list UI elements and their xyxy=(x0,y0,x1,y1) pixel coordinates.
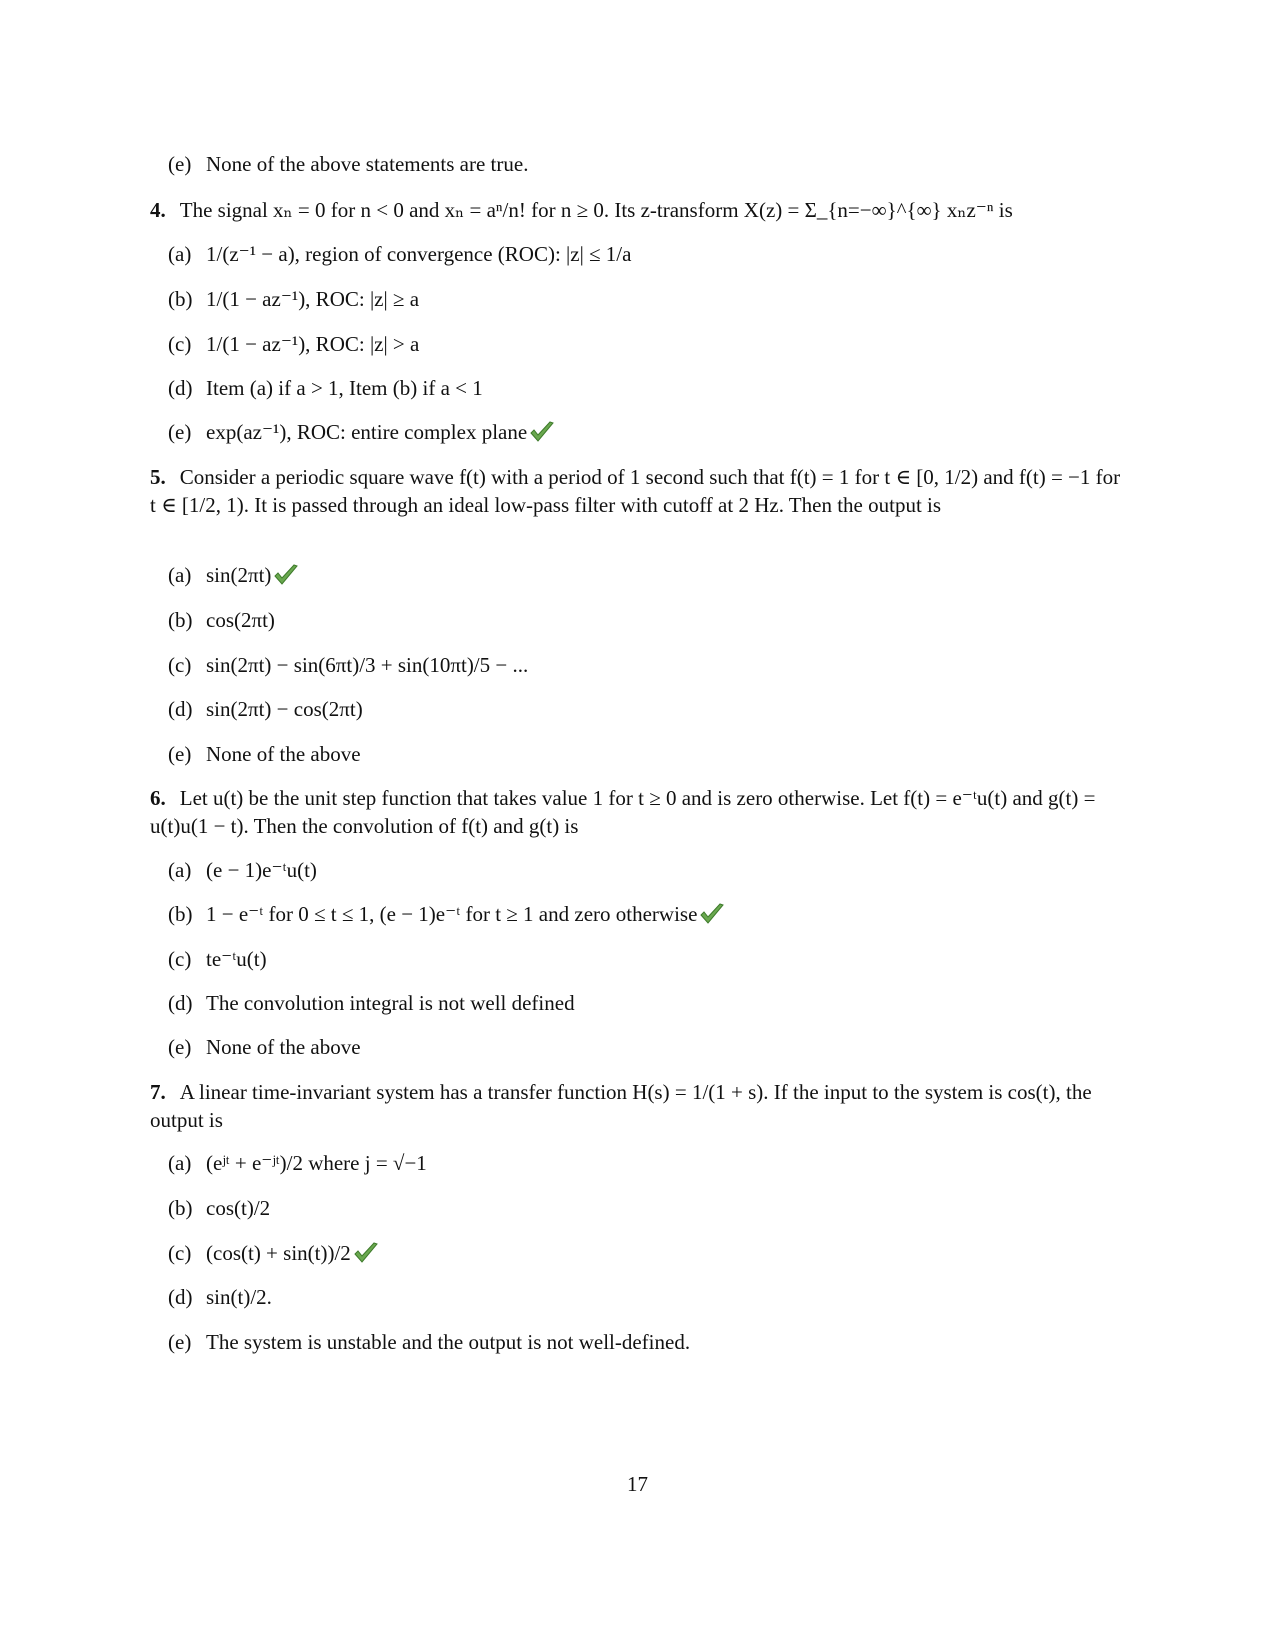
option-text: cos(t)/2 xyxy=(206,1196,271,1220)
option-label: (b) xyxy=(168,902,193,926)
question-text: A linear time-invariant system has a transfer function H(s) = 1/(1 + s). If the input to the system is cos(t), the output is xyxy=(150,1080,1092,1132)
option-text: 1/(z⁻¹ − a), region of convergence (ROC): |z| ≤ 1/a xyxy=(206,242,632,266)
option-text: sin(2πt) − cos(2πt) xyxy=(206,697,363,721)
q6-option-a xyxy=(168,856,317,884)
q5-option-a xyxy=(168,561,299,589)
question-number: 5. xyxy=(150,465,166,489)
option-label: (e) xyxy=(168,420,192,444)
question-7 xyxy=(150,1078,1125,1134)
option-text: sin(t)/2. xyxy=(206,1285,272,1309)
option-label: (b) xyxy=(168,608,193,632)
option-text: (e − 1)e⁻ᵗu(t) xyxy=(206,858,317,882)
option-label: (d) xyxy=(168,1285,193,1309)
q4-option-e xyxy=(168,418,555,446)
option-text: 1/(1 − az⁻¹), ROC: |z| ≥ a xyxy=(206,287,420,311)
question-5 xyxy=(150,463,1125,519)
q7-option-c xyxy=(168,1239,379,1267)
option-text: 1 − e⁻ᵗ for 0 ≤ t ≤ 1, (e − 1)e⁻ᵗ for t ≥ 1 and zero otherwise xyxy=(206,902,698,926)
option-prev-e xyxy=(168,150,528,178)
option-label: (c) xyxy=(168,1241,192,1265)
checkmark-icon xyxy=(353,1241,379,1265)
q7-option-b xyxy=(168,1194,270,1222)
option-label: (c) xyxy=(168,653,192,677)
q6-option-b xyxy=(168,900,725,928)
option-text: None of the above xyxy=(206,1035,361,1059)
option-text: sin(2πt) xyxy=(206,563,272,587)
option-text: te⁻ᵗu(t) xyxy=(206,947,267,971)
option-label: (d) xyxy=(168,697,193,721)
question-number: 7. xyxy=(150,1080,166,1104)
checkmark-icon xyxy=(529,420,555,444)
option-text: cos(2πt) xyxy=(206,608,275,632)
option-label: (e) xyxy=(168,1330,192,1354)
question-number: 4. xyxy=(150,198,166,222)
option-label: (a) xyxy=(168,242,192,266)
q5-option-b xyxy=(168,606,275,634)
option-label: (c) xyxy=(168,947,192,971)
option-label: (d) xyxy=(168,376,193,400)
option-text: exp(az⁻¹), ROC: entire complex plane xyxy=(206,420,528,444)
option-label: (a) xyxy=(168,563,192,587)
q6-option-c xyxy=(168,945,267,973)
option-text: None of the above statements are true. xyxy=(206,152,529,176)
question-4 xyxy=(150,196,1125,224)
option-label: (e) xyxy=(168,1035,192,1059)
option-text: (cos(t) + sin(t))/2 xyxy=(206,1241,351,1265)
option-text: (eʲᵗ + e⁻ʲᵗ)/2 where j = √−1 xyxy=(206,1151,427,1175)
q4-option-b xyxy=(168,285,419,313)
option-label: (e) xyxy=(168,742,192,766)
option-label: (c) xyxy=(168,332,192,356)
question-text: Let u(t) be the unit step function that takes value 1 for t ≥ 0 and is zero otherwise. Let f(t) = e⁻ᵗu(t) and g(t) = u(t)u(1 − t). Then the convolution of f(t) and g(t) is xyxy=(150,786,1096,838)
option-label: (a) xyxy=(168,1151,192,1175)
q5-option-c xyxy=(168,651,528,679)
option-text: The system is unstable and the output is not well-defined. xyxy=(206,1330,691,1354)
q7-option-a xyxy=(168,1149,427,1177)
option-label: (b) xyxy=(168,287,193,311)
q7-option-e xyxy=(168,1328,690,1356)
option-label: (d) xyxy=(168,991,193,1015)
question-text: Consider a periodic square wave f(t) with a period of 1 second such that f(t) = 1 for t ∈ [0, 1/2) and f(t) = −1 for t ∈ [1/2, 1). It is passed through an ideal low-pass filter with cutoff at 2 Hz. Then the output is xyxy=(150,465,1121,517)
q5-option-e xyxy=(168,740,361,768)
option-label: (a) xyxy=(168,858,192,882)
q4-option-a xyxy=(168,240,631,268)
option-label: (e) xyxy=(168,152,192,176)
option-label: (b) xyxy=(168,1196,193,1220)
q4-option-d xyxy=(168,374,483,402)
question-text: The signal xₙ = 0 for n < 0 and xₙ = aⁿ/n! for n ≥ 0. Its z-transform X(z) = Σ_{n=−∞}^{∞} xₙz⁻ⁿ is xyxy=(179,198,1013,222)
option-text: None of the above xyxy=(206,742,361,766)
q7-option-d xyxy=(168,1283,272,1311)
q6-option-e xyxy=(168,1033,361,1061)
q6-option-d xyxy=(168,989,575,1017)
option-text: The convolution integral is not well defined xyxy=(206,991,575,1015)
checkmark-icon xyxy=(273,563,299,587)
checkmark-icon xyxy=(699,902,725,926)
option-text: sin(2πt) − sin(6πt)/3 + sin(10πt)/5 − ... xyxy=(206,653,529,677)
question-number: 6. xyxy=(150,786,166,810)
q5-option-d xyxy=(168,695,363,723)
option-text: 1/(1 − az⁻¹), ROC: |z| > a xyxy=(206,332,420,356)
option-text: Item (a) if a > 1, Item (b) if a < 1 xyxy=(206,376,483,400)
q4-option-c xyxy=(168,330,419,358)
page-number: 17 xyxy=(627,1472,648,1496)
question-6 xyxy=(150,784,1125,840)
